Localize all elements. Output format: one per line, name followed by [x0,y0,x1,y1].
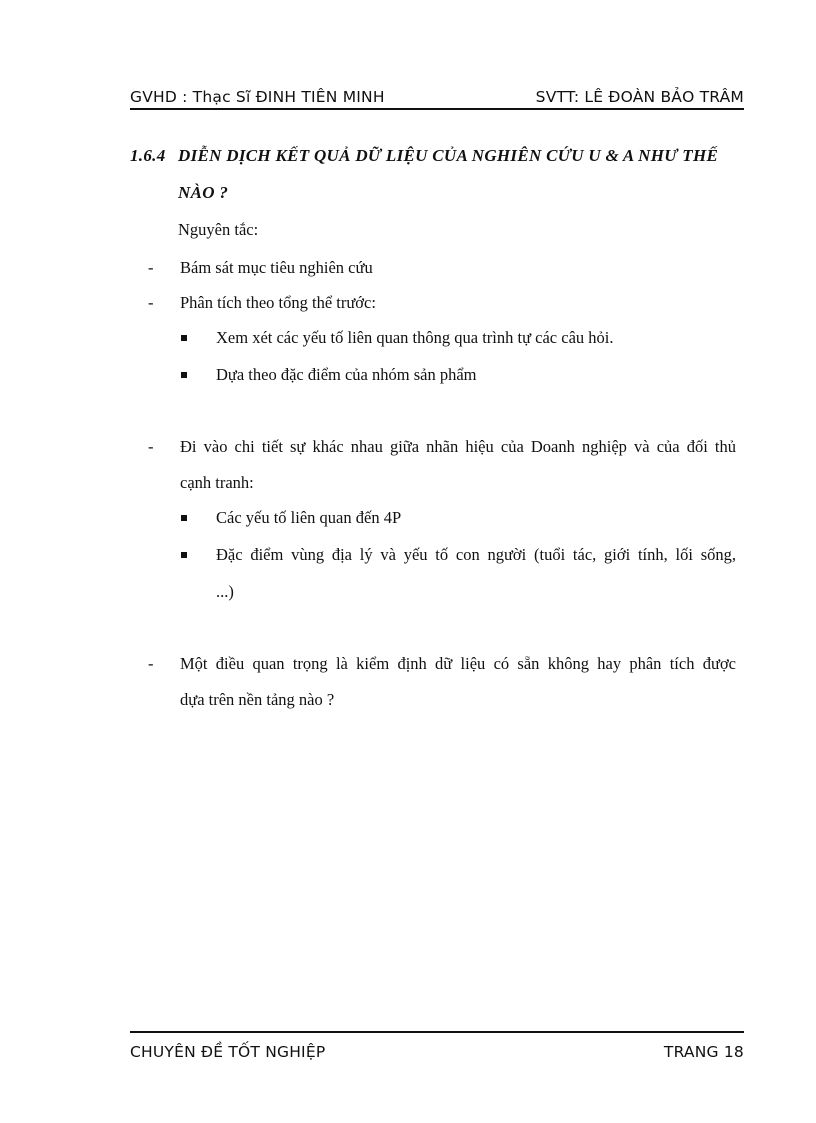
intro-text: Nguyên tắc: [178,220,259,239]
dash-marker: - [148,654,154,673]
sub-item-3-2-line2: ...) [216,582,234,601]
square-bullet-icon [181,515,187,521]
header-advisor: GVHD : Thạc Sĩ ĐINH TIÊN MINH [130,88,385,106]
dash-marker: - [148,258,154,277]
dash-marker: - [148,293,154,312]
section-title-line1: DIỄN DỊCH KẾT QUẢ DỮ LIỆU CỦA NGHIÊN CỨU U & A NHƯ THẾ [178,146,719,165]
square-bullet-icon [181,335,187,341]
list-item-3-line1: Đi vào chi tiết sự khác nhau giữa nhãn hiệu của Doanh nghiệp và của đối thủ [180,437,736,456]
square-bullet-icon [181,552,187,558]
sub-item-2-1: Xem xét các yếu tố liên quan thông qua trình tự các câu hỏi. [216,328,614,347]
section-heading [130,146,744,166]
dash-marker: - [148,437,154,456]
footer-title: CHUYÊN ĐỀ TỐT NGHIỆP [130,1043,326,1061]
page-header [130,82,744,110]
list-item-2: Phân tích theo tổng thể trước: [180,293,376,312]
sub-item-3-2-line1: Đặc điểm vùng địa lý và yếu tố con người (tuổi tác, giới tính, lối sống, [216,545,736,564]
sub-item-2-2: Dựa theo đặc điểm của nhóm sản phẩm [216,365,477,384]
list-item-3-line2: cạnh tranh: [180,473,254,492]
square-bullet-icon [181,372,187,378]
list-item-1: Bám sát mục tiêu nghiên cứu [180,258,373,277]
page-number: TRANG 18 [663,1043,744,1061]
list-item-4-line1: Một điều quan trọng là kiểm định dữ liệu có sẵn không hay phân tích được [180,654,736,673]
section-number: 1.6.4 [130,146,166,165]
header-student: SVTT: LÊ ĐOÀN BẢO TRÂM [535,88,744,106]
sub-item-3-1: Các yếu tố liên quan đến 4P [216,508,402,527]
section-title-line2: NÀO ? [178,183,229,202]
page-footer [130,1031,744,1061]
list-item-4-line2: dựa trên nền tảng nào ? [180,690,335,709]
